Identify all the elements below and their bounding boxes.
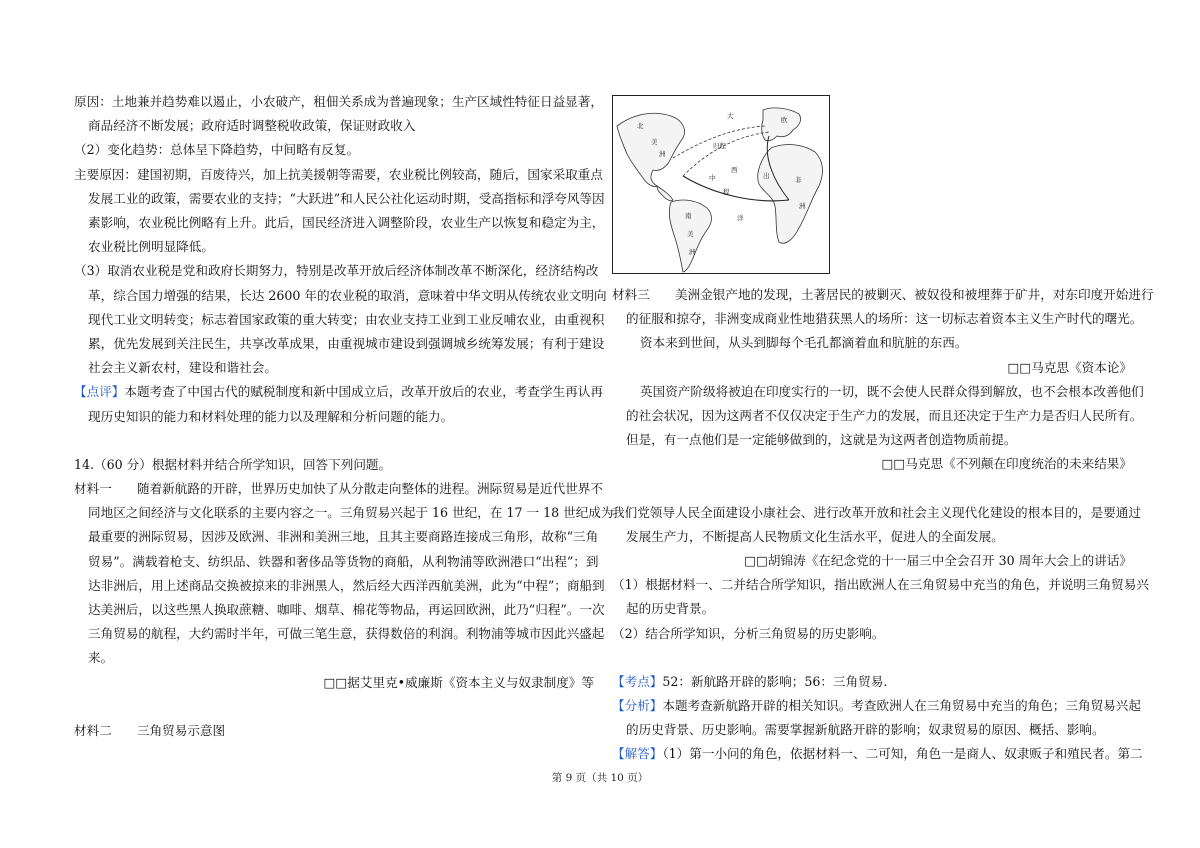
annotation-line bbox=[612, 694, 1141, 718]
line-text: （2）变化趋势：总体呈下降趋势，中间略有反复。 bbox=[74, 142, 360, 158]
text-line bbox=[612, 428, 1132, 452]
text-line bbox=[612, 525, 1132, 549]
text-line bbox=[74, 501, 614, 525]
source-citation bbox=[612, 452, 1132, 476]
text-line bbox=[612, 597, 1132, 621]
svg-text:南: 南 bbox=[685, 212, 692, 220]
line-text: 的历史背景、历史影响。需要掌握新航路开辟的影响；奴隶贸易的原因、概括、影响。 bbox=[626, 722, 1105, 738]
svg-text:洲: 洲 bbox=[689, 248, 696, 256]
line-text: □□胡锦涛《在纪念党的十一届三中全会召开 30 周年大会上的讲话》 bbox=[744, 553, 1132, 569]
line-text: 商品经济不断发展；政府适时调整税收政策，保证财政收入 bbox=[88, 118, 416, 134]
line-text: 来。 bbox=[88, 650, 114, 666]
line-text: 主要原因：建国初期，百废待兴，加上抗美援朝等需要，农业税比例较高，随后，国家采取重点 bbox=[74, 166, 603, 182]
text-line bbox=[612, 404, 1143, 428]
text-line bbox=[612, 283, 1154, 307]
text-line bbox=[612, 622, 1132, 646]
text-line bbox=[612, 331, 1132, 355]
line-text: 达美洲后，以这些黑人换取蔗糖、咖啡、烟草、棉花等物品，再运回欧洲，此乃“归程”。一次 bbox=[88, 602, 605, 618]
line-text: 累，优先发展到关注民生，共享改革成果，由重视城市建设到强调城乡统筹发展；有利于建设 bbox=[88, 336, 605, 352]
svg-text:洲: 洲 bbox=[799, 202, 806, 210]
svg-text:洲: 洲 bbox=[659, 150, 666, 158]
annotation-tag: 【点评】 bbox=[74, 384, 125, 400]
text-line bbox=[74, 550, 599, 574]
blank-line bbox=[74, 695, 594, 719]
text-line bbox=[612, 380, 1144, 404]
line-text: 三角贸易的航程，大约需时半年，可做三笔生意，获得数倍的利润。利物浦等城市因此兴盛起 bbox=[88, 626, 605, 642]
line-text: 原因：土地兼并趋势难以遏止，小农破产，租佃关系成为普遍现象；生产区域性特征日益显著， bbox=[74, 94, 603, 109]
text-line bbox=[74, 332, 605, 356]
line-text: 本题考查了中国古代的赋税制度和新中国成立后，改革开放后的农业，考查学生再认再 bbox=[124, 384, 603, 400]
svg-text:中: 中 bbox=[709, 174, 716, 182]
text-line bbox=[74, 598, 605, 622]
annotation-tag: 【解答】 bbox=[612, 746, 663, 762]
line-text: 资本来到世间，从头到脚每个毛孔都滴着血和肮脏的东西。 bbox=[640, 335, 968, 351]
text-line bbox=[612, 501, 1141, 525]
line-text: 14.（60 分）根据材料并结合所学知识，回答下列问题。 bbox=[74, 456, 392, 472]
text-line bbox=[74, 356, 594, 380]
text-line bbox=[612, 718, 1132, 742]
svg-text:欧: 欧 bbox=[781, 116, 788, 124]
line-text: 我们党领导人民全面建设小康社会、进行改革开放和社会主义现代化建设的根本目的，是要通过 bbox=[612, 504, 1141, 520]
text-line bbox=[612, 573, 1149, 597]
text-line bbox=[74, 163, 603, 187]
text-line bbox=[74, 259, 599, 283]
line-text: 达非洲后，用上述商品交换被掠来的非洲黑人，然后经大西洋西航美洲，此为“中程”；商船到 bbox=[88, 577, 605, 593]
svg-text:美: 美 bbox=[687, 230, 694, 238]
blank-line bbox=[612, 477, 1132, 501]
line-text: 发展生产力，不断提高人民物质文化生活水平，促进人的全面发展。 bbox=[626, 528, 1004, 544]
svg-text:西: 西 bbox=[731, 166, 738, 174]
text-line bbox=[74, 477, 603, 501]
line-text: 现历史知识的能力和材料处理的能力以及理解和分析问题的能力。 bbox=[88, 408, 454, 424]
line-text: 英国资产阶级将被迫在印度实行的一切，既不会使人民群众得到解放，也不会根本改善他们 bbox=[640, 383, 1144, 399]
line-text: 最重要的洲际贸易，因涉及欧洲、非洲和美洲三地，且其主要商路连接成三角形，故称“三角 bbox=[88, 529, 599, 545]
line-text: 52：新航路开辟的影响；56：三角贸易. bbox=[662, 673, 888, 689]
source-citation bbox=[612, 356, 1132, 380]
line-text: 材料一 随着新航路的开辟，世界历史加快了从分散走向整体的进程。洲际贸易是近代世界不 bbox=[74, 481, 603, 497]
text-line bbox=[74, 114, 594, 138]
line-text: 现代工业文明转变；标志着国家政策的重大转变；由农业支持工业到工业反哺农业，由重视积 bbox=[88, 311, 605, 327]
annotation-tag: 【分析】 bbox=[612, 698, 663, 714]
line-text: 材料二 三角贸易示意图 bbox=[74, 722, 226, 738]
svg-text:大: 大 bbox=[727, 112, 734, 120]
line-text: 材料三 美洲金银产地的发现，土著居民的被剿灭、被奴役和被埋葬于矿井，对东印度开始进行 bbox=[612, 287, 1154, 302]
svg-text:归程: 归程 bbox=[713, 142, 726, 150]
line-text: 同地区之间经济与文化联系的主要内容之一。三角贸易兴起于 16 世纪，在 17 一 18 世纪成为 bbox=[88, 505, 614, 521]
line-text: 的征服和掠夺，非洲变成商业性地猎获黑人的场所：这一切标志着资本主义生产时代的曙光。 bbox=[626, 311, 1143, 327]
text-line bbox=[74, 719, 594, 743]
text-line bbox=[74, 405, 594, 429]
text-line bbox=[74, 138, 594, 162]
line-text: （1）根据材料一、二并结合所学知识，指出欧洲人在三角贸易中充当的角色，并说明三角贸易兴 bbox=[612, 577, 1149, 593]
text-line bbox=[74, 525, 599, 549]
text-line bbox=[74, 211, 605, 235]
line-text: 但是，有一点他们是一定能够做到的，这就是为这两者创造物质前提。 bbox=[626, 432, 1017, 448]
line-text: （2）结合所学知识，分析三角贸易的历史影响。 bbox=[612, 625, 885, 641]
map-svg bbox=[613, 96, 829, 273]
svg-text:出: 出 bbox=[763, 172, 770, 180]
svg-text:程: 程 bbox=[723, 188, 730, 196]
text-line bbox=[74, 284, 607, 308]
svg-text:洋: 洋 bbox=[737, 214, 744, 222]
line-text: 贸易”。满载着枪支、纺织品、铁器和奢侈品等货物的商船，从利物浦等欧洲港口“出程”；到 bbox=[88, 553, 599, 569]
line-text: 革，综合国力增强的结果，长达 2600 年的农业税的取消，意味着中华文明从传统农业文明向 bbox=[88, 287, 607, 303]
blank-line bbox=[612, 646, 1132, 670]
svg-text:北: 北 bbox=[637, 122, 644, 130]
line-text: 本题考查新航路开辟的相关知识。考查欧洲人在三角贸易中充当的角色；三角贸易兴起 bbox=[662, 698, 1141, 714]
text-line bbox=[74, 187, 605, 211]
annotation-line bbox=[74, 380, 603, 404]
page-footer: 第 9 页（共 10 页） bbox=[551, 772, 649, 784]
text-line bbox=[74, 453, 594, 477]
line-text: （3）取消农业税是党和政府长期努力，特别是改革开放后经济体制改革不断深化，经济结构改 bbox=[74, 263, 599, 279]
text-line bbox=[74, 235, 594, 259]
line-text: □□据艾里克•威廉斯《资本主义与奴隶制度》等 bbox=[323, 674, 594, 690]
text-line bbox=[74, 574, 605, 598]
source-citation bbox=[612, 549, 1132, 573]
line-text: □□马克思《不列颠在印度统治的未来结果》 bbox=[881, 456, 1132, 472]
line-text: 发展工业的政策，需要农业的支持；“大跃进”和人民公社化运动时期，受高指标和浮夸风等因 bbox=[88, 190, 605, 206]
svg-text:非: 非 bbox=[795, 176, 802, 184]
line-text: 的社会状况，因为这两者不仅仅决定于生产力的发展，而且还决定于生产力是否归人民所有。 bbox=[626, 408, 1143, 424]
right-column bbox=[612, 283, 1154, 767]
svg-text:美: 美 bbox=[651, 138, 658, 146]
text-line bbox=[612, 307, 1143, 331]
line-text: 素影响，农业税比例略有上升。此后，国民经济进入调整阶段，农业生产以恢复和稳定为主， bbox=[88, 215, 605, 231]
annotation-line bbox=[612, 670, 1132, 694]
text-line bbox=[74, 622, 605, 646]
source-citation bbox=[74, 671, 594, 695]
line-text: □□马克思《资本论》 bbox=[1007, 359, 1132, 375]
annotation-line bbox=[612, 742, 1143, 766]
line-text: 农业税比例明显降低。 bbox=[88, 239, 214, 255]
line-text: 起的历史背景。 bbox=[626, 601, 715, 617]
line-text: 社会主义新农村，建设和谐社会。 bbox=[88, 360, 277, 376]
triangular-trade-map bbox=[612, 95, 830, 274]
text-line bbox=[74, 90, 603, 114]
left-column bbox=[74, 90, 614, 743]
annotation-tag: 【考点】 bbox=[612, 673, 663, 689]
blank-line bbox=[74, 429, 594, 453]
line-text: （1）第一小问的角色，依据材料一、二可知，角色一是商人、奴隶贩子和殖民者。第二 bbox=[662, 746, 1143, 762]
text-line bbox=[74, 308, 605, 332]
text-line bbox=[74, 646, 594, 670]
